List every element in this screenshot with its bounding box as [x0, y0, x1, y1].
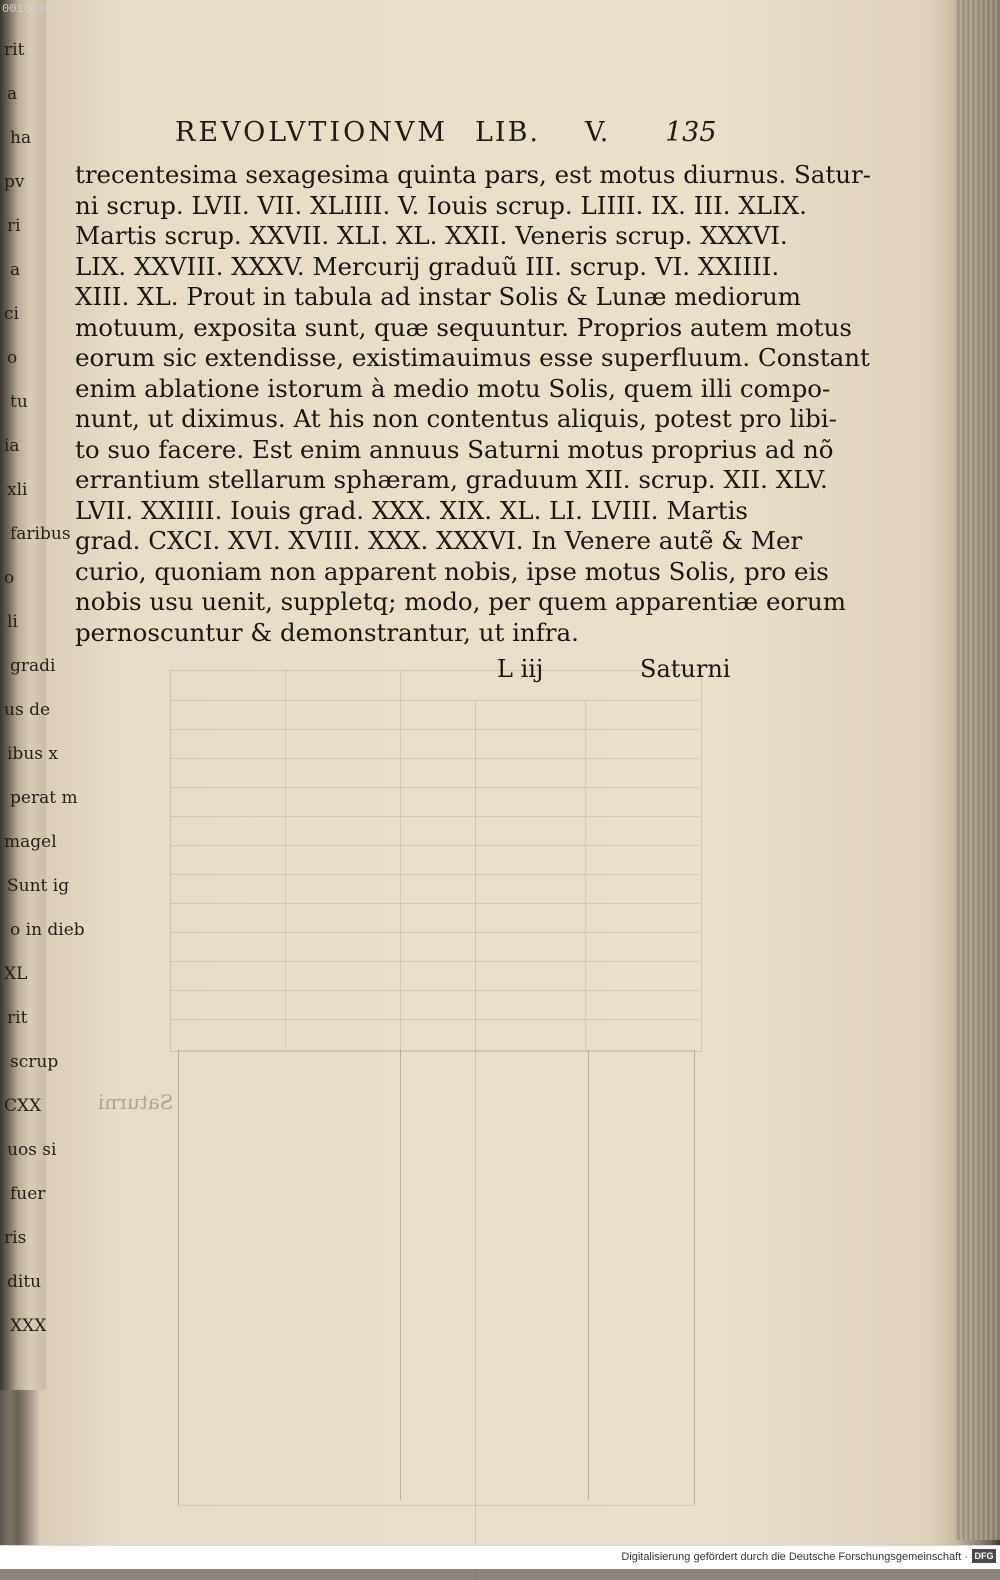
text-line: nobis usu uenit, suppletq; modo, per quem apparentiæ eorum — [75, 587, 846, 616]
margin-fragment: ditu — [7, 1272, 42, 1292]
show-through-row — [170, 1019, 700, 1020]
text-line: eorum sic extendisse, existimauimus esse superfluum. Constant — [75, 343, 870, 372]
show-through-row — [170, 700, 700, 701]
margin-fragment: o in dieb — [10, 920, 85, 940]
margin-fragment: us de — [4, 700, 51, 720]
margin-fragment: perat m — [10, 788, 78, 808]
text-line: pernoscuntur & demonstrantur, ut infra. — [75, 617, 579, 647]
margin-fragment: ia — [4, 436, 20, 456]
scan-id: 00106359 — [2, 2, 60, 16]
page-stack-edge — [955, 0, 1000, 1540]
show-through-row — [170, 932, 700, 933]
show-through-row — [170, 845, 700, 846]
margin-fragment: ha — [10, 128, 32, 148]
header-book: LIB. — [475, 117, 541, 148]
margin-fragment: rit — [4, 40, 25, 60]
margin-fragment: xli — [7, 480, 28, 500]
running-header — [175, 117, 745, 157]
show-through-row — [170, 874, 700, 875]
text-line: LIX. XXVIII. XXXV. Mercurij graduũ III. scrup. VI. XXIIII. — [75, 251, 780, 281]
margin-fragment: ci — [4, 304, 19, 324]
margin-fragment: scrup — [10, 1052, 59, 1072]
margin-fragment: uos si — [7, 1140, 57, 1160]
header-title: REVOLVTIONVM — [175, 117, 449, 148]
margin-fragment: li — [7, 612, 18, 632]
margin-fragment: a — [10, 260, 21, 280]
text-line: motuum, exposita sunt, quæ sequuntur. Proprios autem motus — [75, 312, 852, 342]
text-line: trecentesima sexagesima quinta pars, est motus diurnus. Satur- — [75, 160, 872, 189]
text-line: grad. CXCI. XVI. XVIII. XXX. XXXVI. In Venere autẽ & Mer — [75, 526, 803, 555]
page-number: 135 — [665, 117, 717, 148]
margin-fragment: ri — [7, 216, 21, 236]
text-line: XIII. XL. Prout in tabula ad instar Solis & Lunæ mediorum — [75, 282, 801, 311]
margin-fragment: XXX — [10, 1316, 47, 1336]
body-text — [75, 160, 872, 648]
margin-fragment: magel — [4, 832, 57, 852]
signature-mark: L iij — [497, 655, 544, 683]
text-line: nunt, ut diximus. At his non contentus aliquis, potest pro libi- — [75, 404, 837, 433]
show-through-row — [170, 990, 700, 991]
previous-page-edge — [0, 0, 46, 1390]
catchword: Saturni — [640, 655, 731, 683]
funding-credit: Digitalisierung gefördert durch die Deutsche Forschungsgemeinschaft · — [621, 1551, 968, 1563]
margin-fragment: Sunt ig — [7, 876, 70, 896]
margin-fragment: faribus — [10, 524, 71, 544]
margin-fragment: rit — [7, 1008, 28, 1028]
show-through-row — [170, 729, 700, 730]
margin-fragment: tu — [10, 392, 28, 412]
text-line: Martis scrup. XXVII. XLI. XL. XXII. Veneris scrup. XXXVI. — [75, 221, 788, 250]
text-line: curio, quoniam non apparent nobis, ipse motus Solis, pro eis — [75, 556, 829, 586]
text-line: enim ablatione istorum à medio motu Solis, quem illi compo- — [75, 373, 831, 403]
margin-fragment: ibus x — [7, 744, 58, 764]
text-line: LVII. XXIIII. Iouis grad. XXX. XIX. XL. LI. LVIII. Martis — [75, 495, 748, 525]
margin-fragment: o — [4, 568, 15, 588]
show-through-row — [170, 961, 700, 962]
margin-fragment: gradi — [10, 656, 56, 676]
text-line: to suo facere. Est enim annuus Saturni motus proprius ad nõ — [75, 434, 834, 464]
show-through-row — [170, 787, 700, 788]
margin-fragment: o — [7, 348, 18, 368]
margin-fragment: CXX — [4, 1096, 42, 1116]
show-through-row — [170, 758, 700, 759]
margin-fragment: a — [7, 84, 18, 104]
margin-fragment: fuer — [10, 1184, 46, 1204]
margin-fragment: ris — [4, 1228, 27, 1248]
show-through-word: Saturni — [98, 1090, 174, 1114]
show-through-row — [170, 816, 700, 817]
header-volume: V. — [585, 117, 609, 148]
show-through-row — [170, 903, 700, 904]
text-line: errantium stellarum sphæram, graduum XII. scrup. XII. XLV. — [75, 465, 828, 494]
dfg-logo: DFG — [972, 1549, 996, 1563]
text-line: ni scrup. LVII. VII. XLIIII. V. Iouis scrup. LIIII. IX. III. XLIX. — [75, 190, 807, 220]
margin-fragment: pv — [4, 172, 25, 192]
margin-fragment: XL — [4, 964, 28, 984]
